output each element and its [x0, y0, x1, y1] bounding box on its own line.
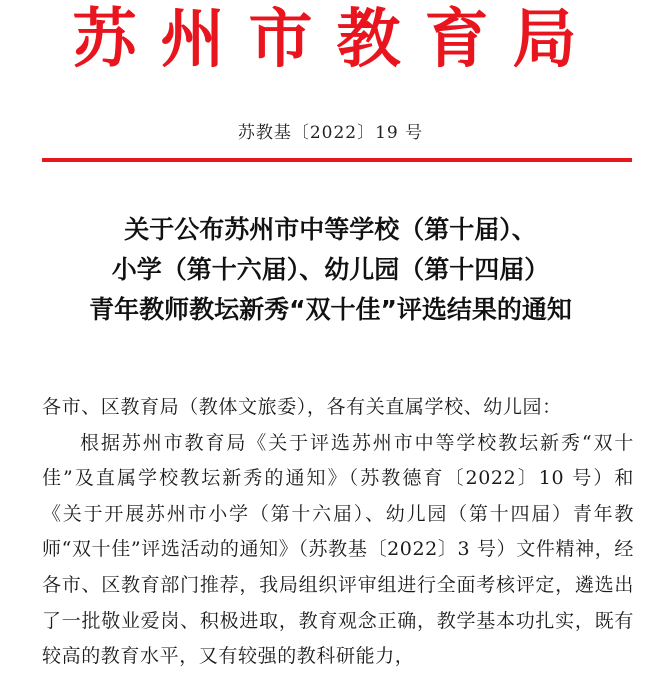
salutation: 各市、区教育局（教体文旅委），各有关直属学校、幼儿园：	[42, 396, 562, 418]
title-line-2: 小学（第十六届）、幼儿园（第十四届）	[111, 255, 550, 284]
red-divider-line	[42, 158, 632, 162]
title-line-1: 关于公布苏州市中等学校（第十届）、	[124, 215, 537, 244]
document-body	[42, 390, 634, 675]
document-number: 苏教基〔2022〕19 号	[237, 123, 424, 143]
title-line-3: 青年教师教坛新秀“双十佳”评选结果的通知	[89, 295, 572, 324]
issuer-masthead: 苏州市教育局	[72, 2, 601, 77]
document-title	[30, 210, 631, 330]
body-paragraph: 根据苏州市教育局《关于评选苏州市中等学校教坛新秀“双十佳”及直属学校教坛新秀的通知》（苏教德育〔2022〕10 号）和《关于开展苏州市小学（第十六届）、幼儿园（第十四届）青年教师“双十佳”评选活动的通知》（苏教基〔2022〕3 号）文件精神，经各市、区教育部门推荐，我局组织评审组进行全面考核评定，遴选出了一批敬业爱岗、积极进取，教育观念正确，教学基本功扎实，既有较高的教育水平，又有较强的教科研能力，	[42, 431, 634, 668]
